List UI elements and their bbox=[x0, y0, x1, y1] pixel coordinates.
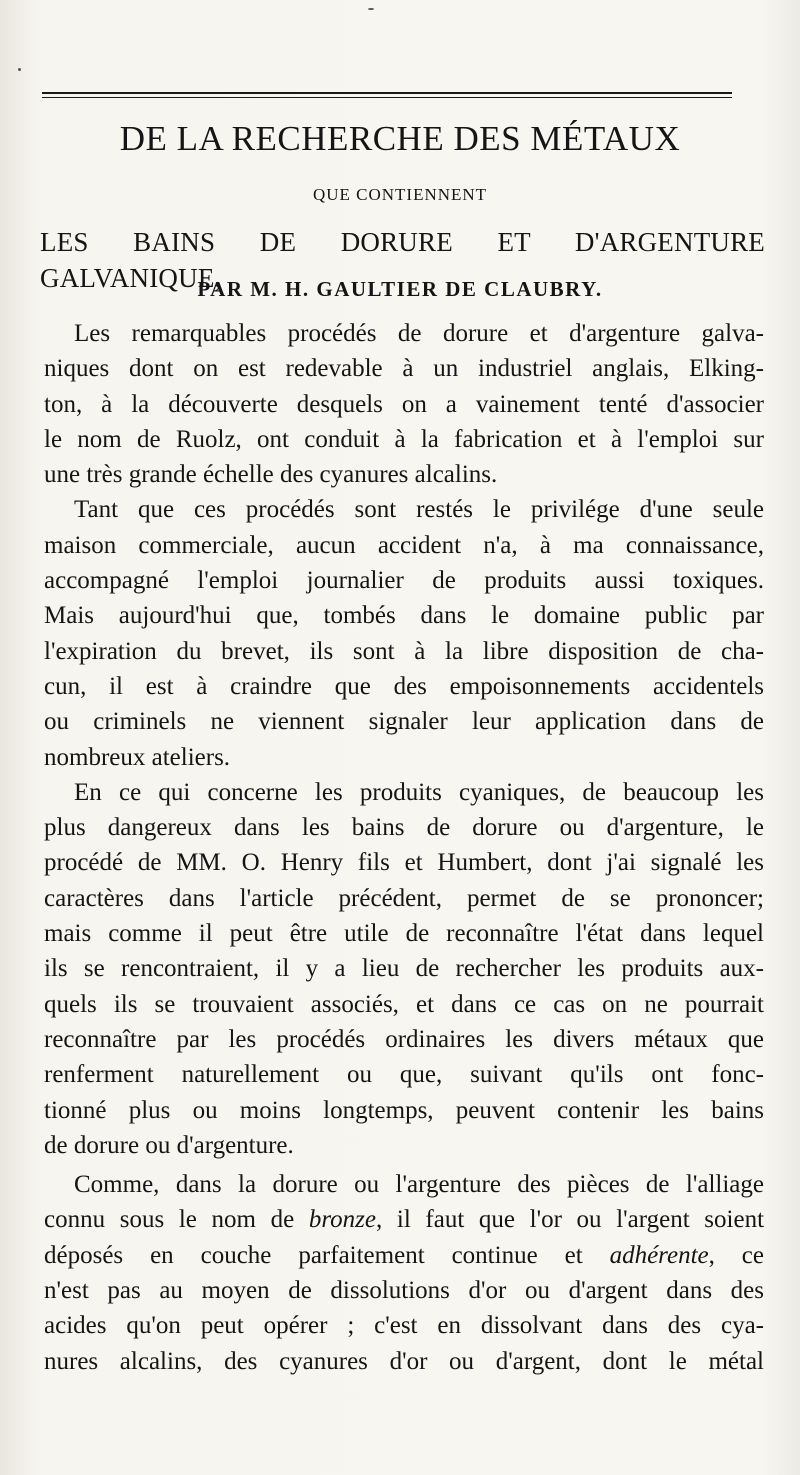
text-fragment: , ce bbox=[708, 1241, 764, 1269]
text-fragment: connu sous le nom de bbox=[44, 1206, 309, 1234]
text-line: tionné plus ou moins longtemps, peuvent contenir les bains bbox=[44, 1096, 764, 1124]
text-line: plus dangereux dans les bains de dorure ou d'argenture, le bbox=[44, 814, 764, 842]
paper-speck bbox=[368, 8, 374, 10]
text-line: ou criminels ne viennent signaler leur application dans de bbox=[44, 708, 764, 736]
article-heading: LES BAINS DE DORURE ET D'ARGENTURE GALVANIQUE, bbox=[40, 227, 765, 293]
text-line: maison commerciale, aucun accident n'a, à ma connaissance, bbox=[44, 531, 764, 559]
text-line: acides qu'on peut opérer ; c'est en dissolvant dans des cya- bbox=[44, 1312, 764, 1340]
text-line: procédé de MM. O. Henry fils et Humbert, dont j'ai signalé les bbox=[44, 849, 764, 877]
top-rule-thin bbox=[42, 97, 732, 98]
text-line: le nom de Ruolz, ont conduit à la fabrication et à l'emploi sur bbox=[44, 425, 764, 453]
text-fragment: , il faut que l'or ou l'argent soient bbox=[375, 1206, 765, 1234]
text-line: de dorure ou d'argenture. bbox=[44, 1131, 294, 1159]
paper-speck bbox=[18, 68, 21, 71]
text-line: quels ils se trouvaient associés, et dans ce cas on ne pourrait bbox=[44, 990, 764, 1018]
text-line: accompagné l'emploi journalier de produits aussi toxiques. bbox=[44, 567, 764, 595]
text-line: Mais aujourd'hui que, tombés dans le domaine public par bbox=[44, 602, 764, 630]
text-line: une très grande échelle des cyanures alcalins. bbox=[44, 461, 498, 489]
text-line: Tant que ces procédés sont restés le privilége d'une seule bbox=[74, 496, 764, 524]
italic-term: adhérente bbox=[609, 1241, 709, 1269]
article-author: PAR M. H. GAULTIER DE CLAUBRY. bbox=[197, 277, 603, 301]
text-line: nures alcalins, des cyanures d'or ou d'argent, dont le métal bbox=[44, 1347, 764, 1375]
text-line: Les remarquables procédés de dorure et d'argenture galva- bbox=[74, 320, 764, 347]
text-line bbox=[44, 1238, 764, 1273]
text-line: En ce qui concerne les produits cyaniques, de beaucoup les bbox=[74, 778, 764, 806]
text-line: n'est pas au moyen de dissolutions d'or ou d'argent dans des bbox=[44, 1277, 764, 1305]
article-subtitle: QUE CONTIENNENT bbox=[312, 185, 488, 204]
text-line: mais comme il peut être utile de reconnaître l'état dans lequel bbox=[44, 920, 764, 948]
text-line: caractères dans l'article précédent, permet de se prononcer; bbox=[44, 884, 764, 912]
text-line: nombreux ateliers. bbox=[44, 743, 231, 771]
text-line: cun, il est à craindre que des empoisonnements accidentels bbox=[44, 672, 764, 700]
text-line: reconnaître par les procédés ordinaires les divers métaux que bbox=[44, 1025, 764, 1053]
text-line: renferment naturellement ou que, suivant qu'ils ont fonc- bbox=[44, 1061, 764, 1089]
text-line: Comme, dans la dorure ou l'argenture des pièces de l'alliage bbox=[74, 1171, 764, 1199]
article-body bbox=[44, 316, 764, 1379]
text-fragment: déposés en couche parfaitement continue et bbox=[44, 1241, 610, 1269]
text-line: ton, à la découverte desquels on a vainement tenté d'associer bbox=[44, 390, 764, 418]
text-line bbox=[44, 1202, 764, 1237]
article-title: DE LA RECHERCHE DES MÉTAUX bbox=[119, 119, 681, 158]
text-line: l'expiration du brevet, ils sont à la libre disposition de cha- bbox=[44, 637, 764, 665]
text-line: ils se rencontraient, il y a lieu de rechercher les produits aux- bbox=[44, 955, 764, 983]
text-line: niques dont on est redevable à un industriel anglais, Elking- bbox=[44, 355, 764, 383]
italic-term: bronze bbox=[308, 1206, 376, 1234]
top-rule bbox=[42, 92, 732, 94]
